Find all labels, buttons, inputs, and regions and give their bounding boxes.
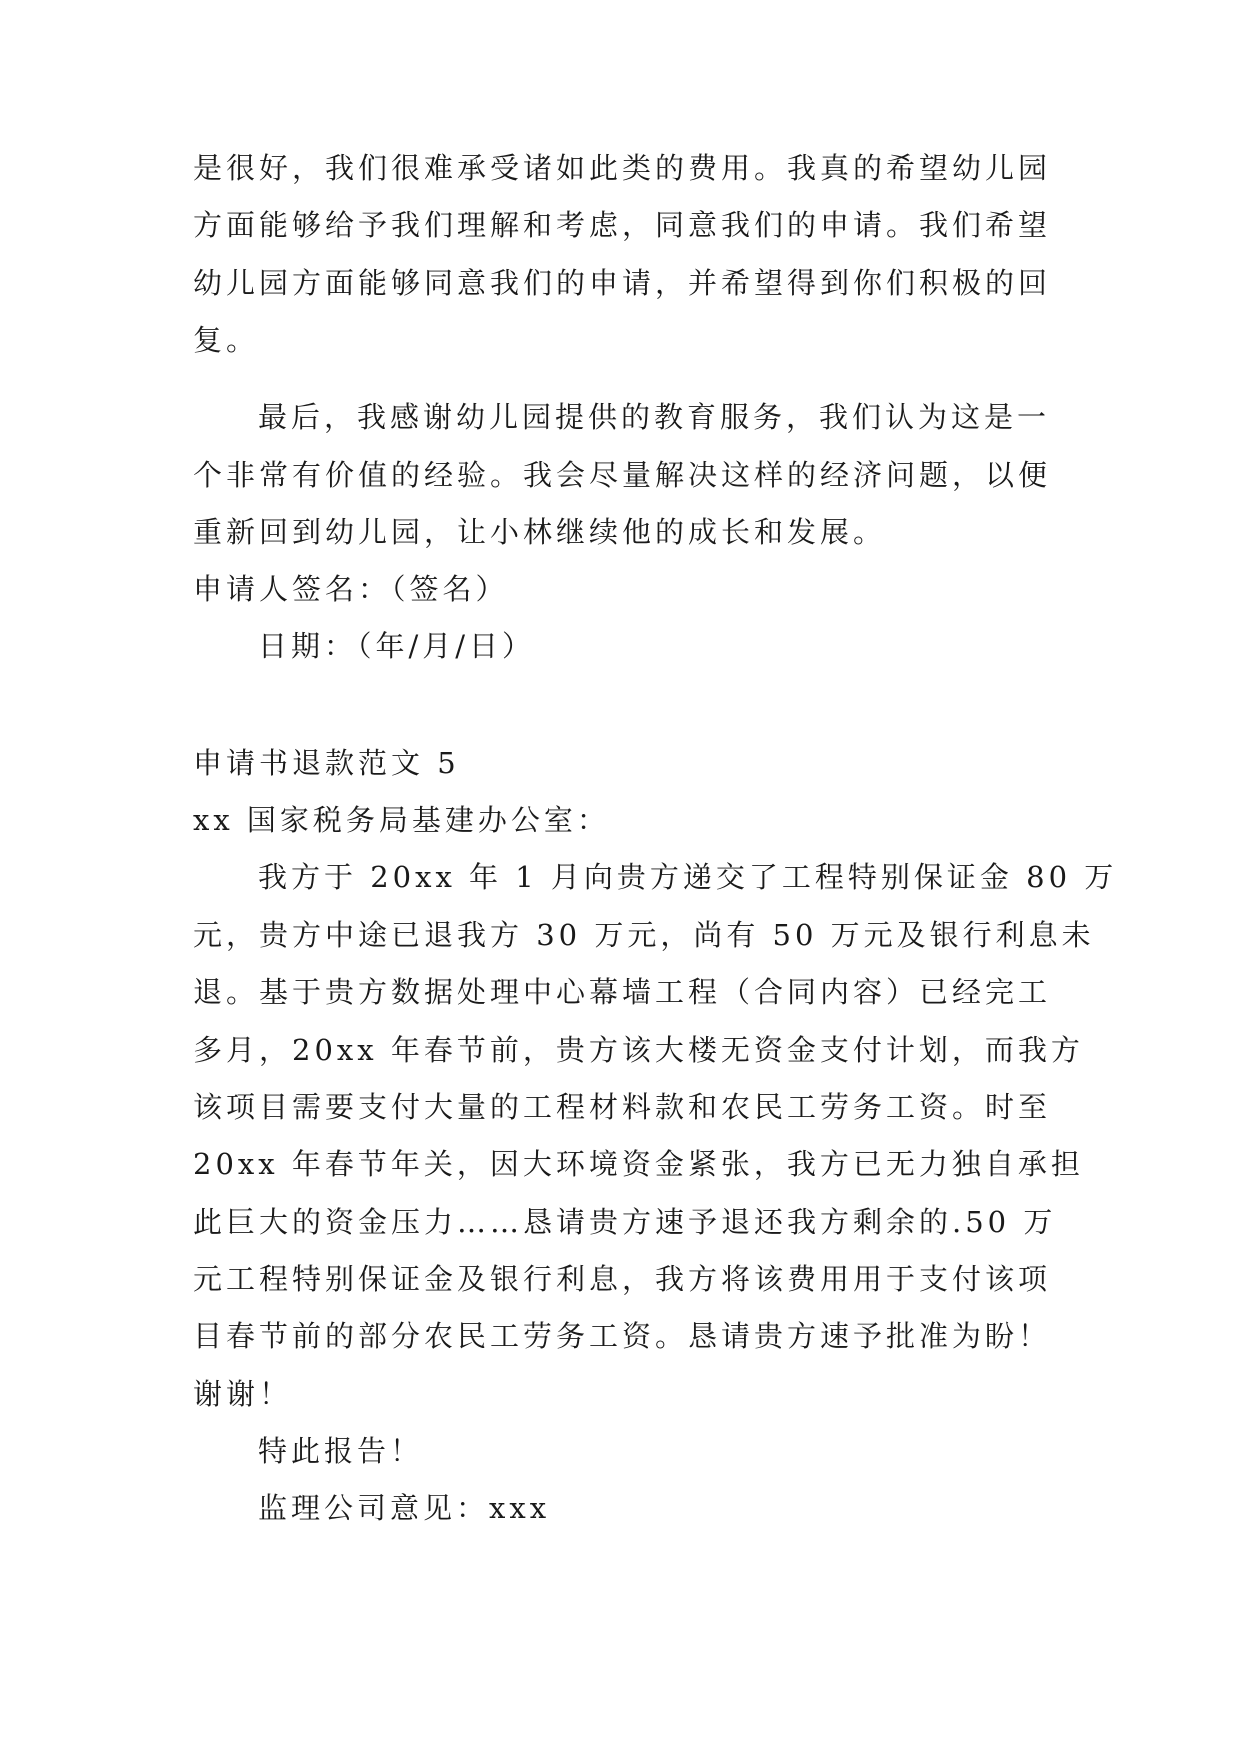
paragraph-line: 重新回到幼儿园，让小林继续他的成长和发展。: [193, 515, 887, 549]
paragraph-line: 复。: [193, 323, 260, 357]
paragraph-line: 我方于 20xx 年 1 月向贵方递交了工程特别保证金 80 万: [258, 860, 1118, 894]
paragraph-line: 谢谢！: [193, 1377, 293, 1411]
signature-line: 申请人签名：（签名）: [193, 572, 509, 606]
closing-line: 特此报告！: [258, 1434, 424, 1468]
paragraph-line: 该项目需要支付大量的工程材料款和农民工劳务工资。时至: [193, 1090, 1052, 1124]
addressee: xx 国家税务局基建办公室：: [193, 803, 610, 837]
paragraph-line: 方面能够给予我们理解和考虑，同意我们的申请。我们希望: [193, 208, 1052, 242]
paragraph-line: 20xx 年春节年关，因大环境资金紧张，我方已无力独自承担: [193, 1147, 1084, 1181]
section-heading: 申请书退款范文 5: [193, 746, 460, 780]
paragraph-line: 幼儿园方面能够同意我们的申请，并希望得到你们积极的回: [193, 266, 1052, 300]
supervisor-opinion: 监理公司意见：xxx: [258, 1491, 551, 1525]
paragraph-line: 是很好，我们很难承受诸如此类的费用。我真的希望幼儿园: [193, 151, 1052, 185]
paragraph-line: 多月，20xx 年春节前，贵方该大楼无资金支付计划，而我方: [193, 1033, 1084, 1067]
date-line: 日期：（年/月/日）: [258, 629, 536, 663]
paragraph-line: 个非常有价值的经验。我会尽量解决这样的经济问题，以便: [193, 458, 1052, 492]
paragraph-line: 退。基于贵方数据处理中心幕墙工程（合同内容）已经完工: [193, 975, 1052, 1009]
paragraph-line: 此巨大的资金压力……恳请贵方速予退还我方剩余的.50 万: [193, 1205, 1057, 1239]
paragraph-line: 元工程特别保证金及银行利息，我方将该费用用于支付该项: [193, 1262, 1052, 1296]
paragraph-line: 元，贵方中途已退我方 30 万元，尚有 50 万元及银行利息未: [193, 918, 1095, 952]
paragraph-line: 目春节前的部分农民工劳务工资。恳请贵方速予批准为盼！: [193, 1319, 1052, 1353]
paragraph-line: 最后，我感谢幼儿园提供的教育服务，我们认为这是一: [258, 400, 1051, 434]
